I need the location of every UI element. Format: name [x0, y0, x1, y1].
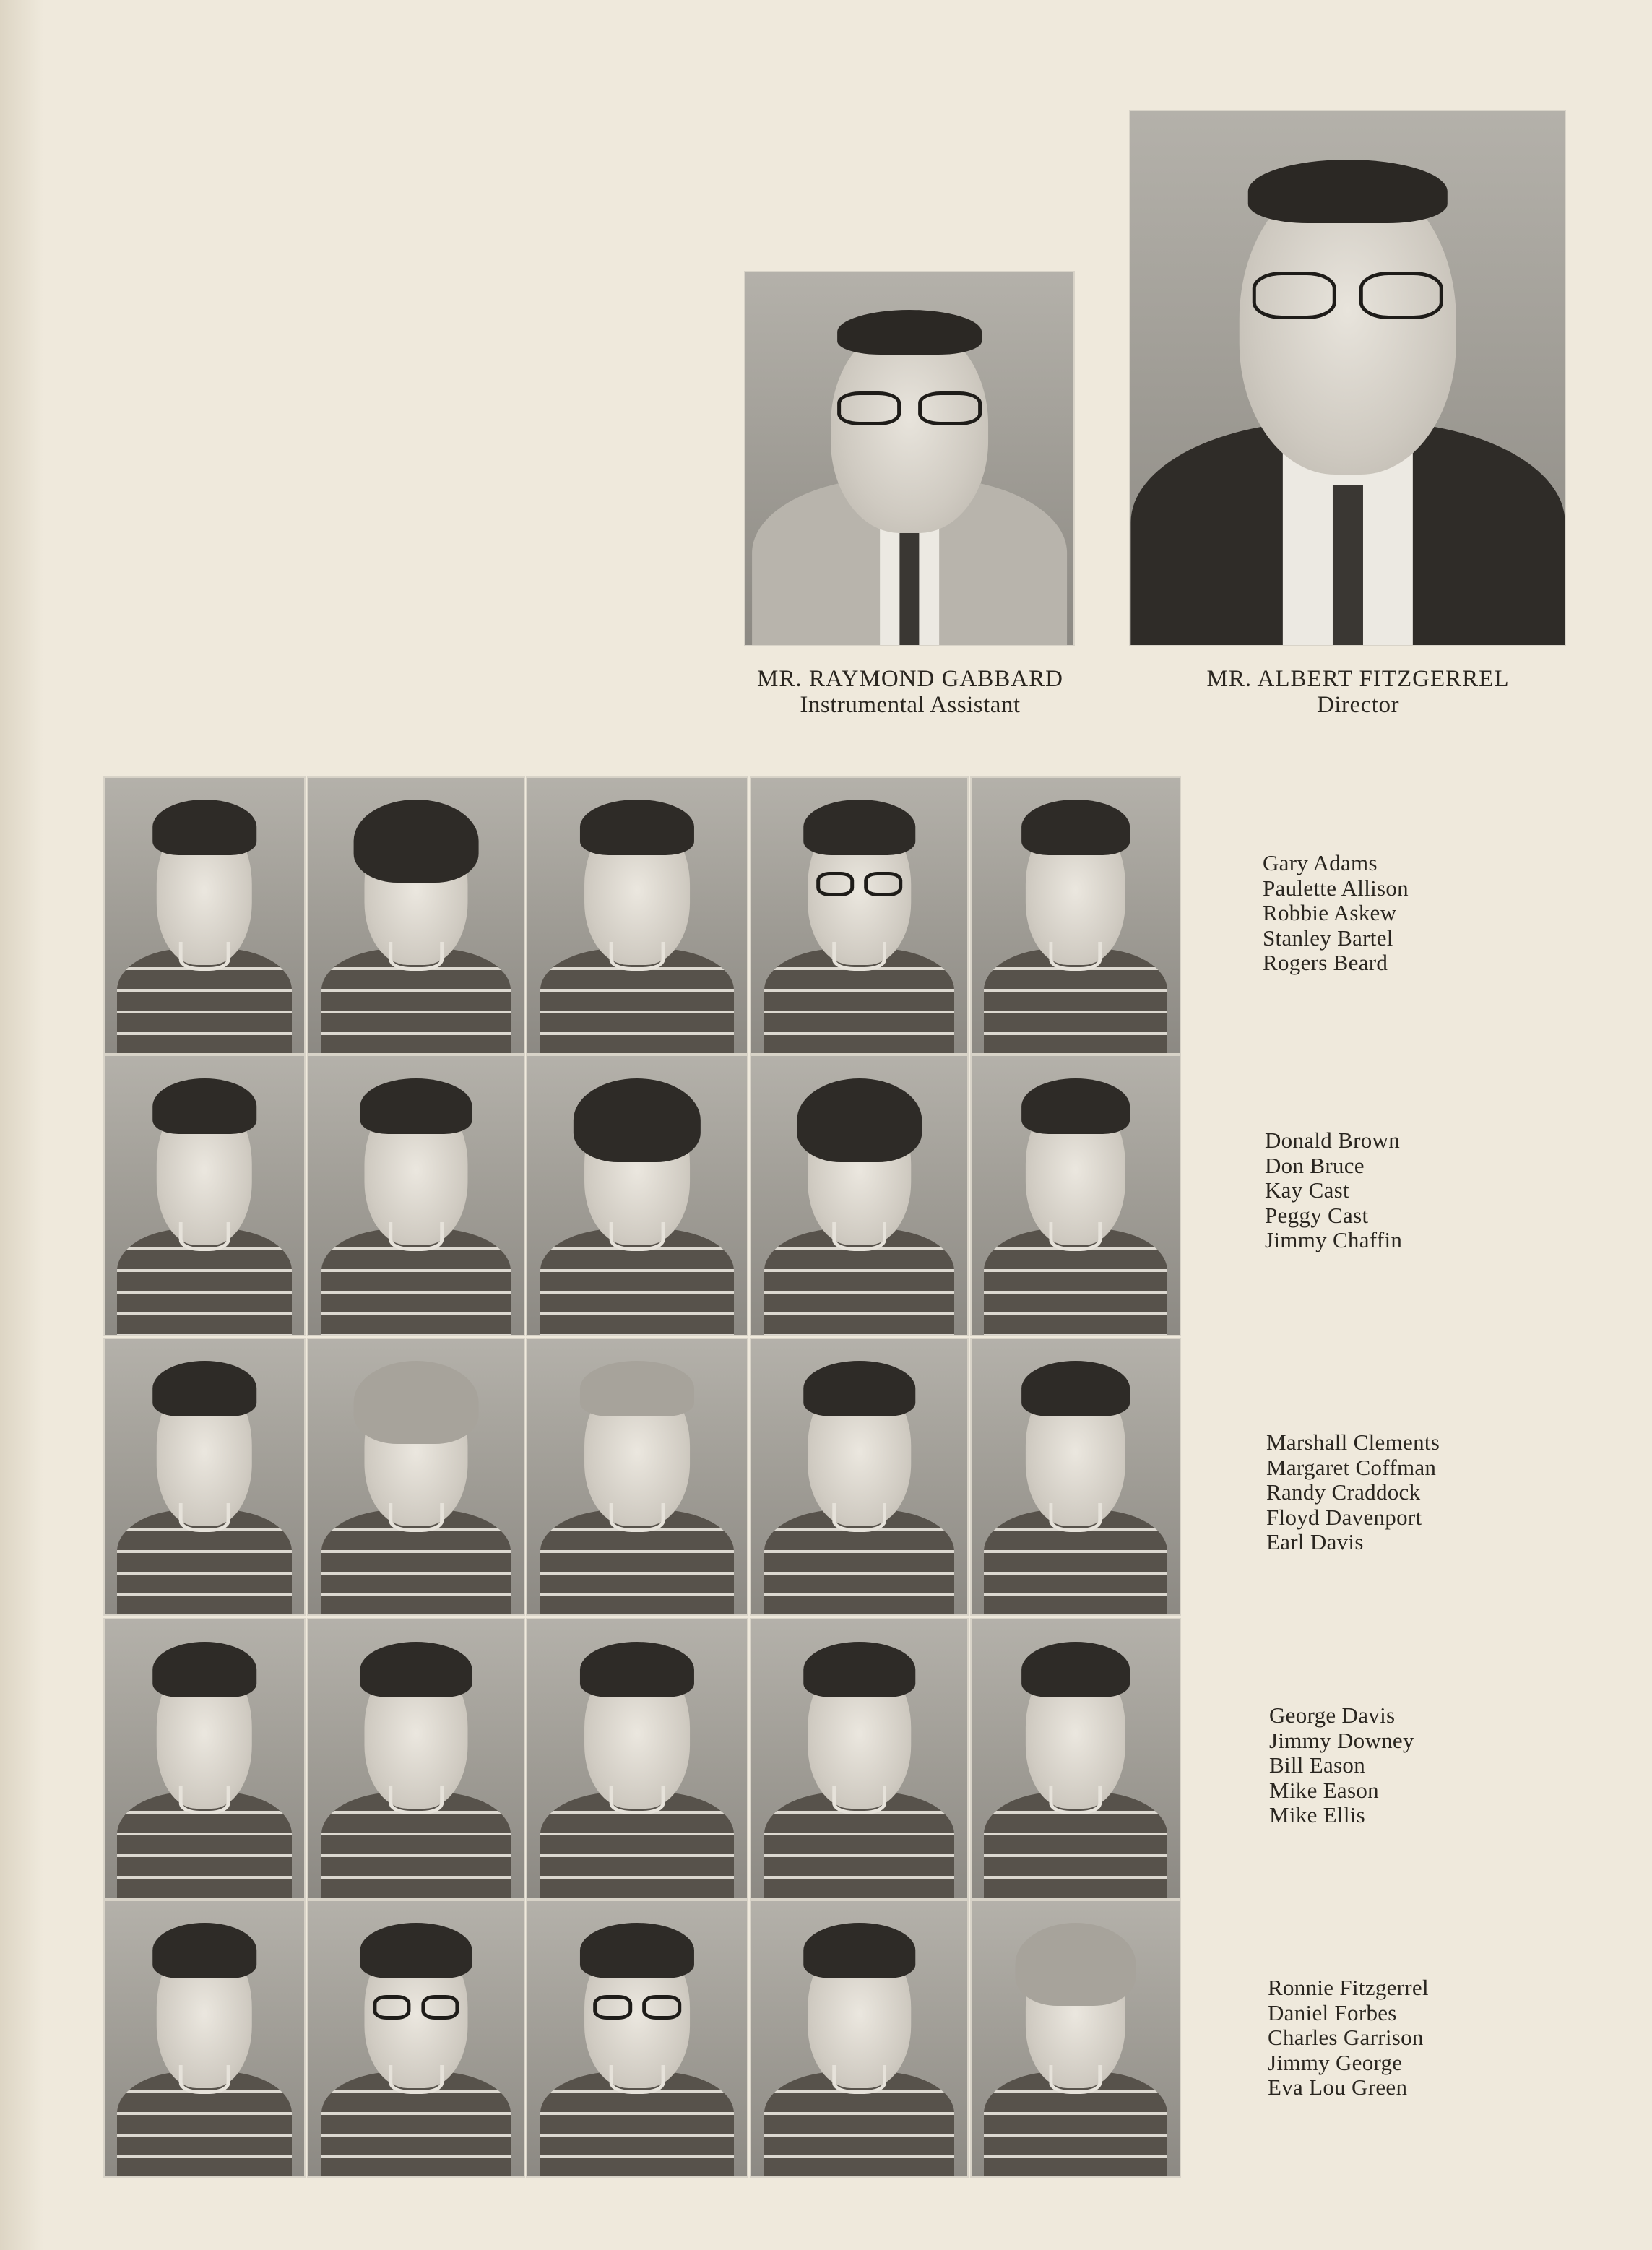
student-name: Randy Craddock: [1266, 1479, 1421, 1505]
student-portrait: [307, 1618, 525, 1900]
student-portrait: [750, 1900, 969, 2178]
student-name: Donald Brown: [1265, 1128, 1400, 1153]
student-name: Robbie Askew: [1263, 900, 1397, 925]
student-portrait: [307, 776, 525, 1055]
student-portrait: [970, 1055, 1181, 1336]
student-name: Ronnie Fitzgerrel: [1268, 1975, 1429, 2000]
student-portrait: [750, 776, 969, 1055]
student-portrait: [526, 1900, 748, 2178]
student-name: Floyd Davenport: [1266, 1504, 1422, 1530]
student-name: Jimmy Chaffin: [1265, 1227, 1403, 1252]
student-portrait: [526, 1338, 748, 1616]
portrait-albert-fitzgerrel: [1129, 110, 1566, 646]
student-name: Kay Cast: [1265, 1177, 1349, 1203]
student-name: Charles Garrison: [1268, 2025, 1424, 2050]
student-name: Bill Eason: [1269, 1752, 1366, 1778]
student-portrait: [970, 1338, 1181, 1616]
portrait-raymond-gabbard: [744, 271, 1075, 646]
student-portrait: [307, 1055, 525, 1336]
student-name: Mike Eason: [1269, 1777, 1379, 1803]
student-name: Margaret Coffman: [1266, 1454, 1437, 1480]
student-name: Eva Lou Green: [1268, 2074, 1408, 2100]
student-name: Jimmy George: [1268, 2049, 1403, 2075]
staff-name: MR. RAYMOND GABBARD: [757, 666, 1063, 692]
student-name: Mike Ellis: [1269, 1802, 1366, 1827]
student-portrait: [526, 776, 748, 1055]
student-portrait: [750, 1618, 969, 1900]
page-binding-shadow: [0, 0, 43, 2250]
names-row-3: [1266, 1430, 1440, 1555]
student-name: George Davis: [1269, 1702, 1396, 1728]
staff-role: Instrumental Assistant: [800, 692, 1021, 718]
student-name: Daniel Forbes: [1268, 1999, 1397, 2025]
student-name: Jimmy Downey: [1269, 1727, 1414, 1753]
student-portrait: [970, 1900, 1181, 2178]
student-name: Peggy Cast: [1265, 1202, 1369, 1228]
student-portrait: [750, 1338, 969, 1616]
student-portrait: [970, 776, 1181, 1055]
student-name: Rogers Beard: [1263, 950, 1388, 975]
student-name: Gary Adams: [1263, 850, 1378, 875]
student-name: Stanley Bartel: [1263, 925, 1393, 951]
student-portrait: [526, 1618, 748, 1900]
names-row-5: [1268, 1976, 1429, 2100]
staff-name: MR. ALBERT FITZGERREL: [1206, 666, 1510, 692]
student-portrait: [526, 1055, 748, 1336]
student-name: Don Bruce: [1265, 1152, 1365, 1178]
student-portrait: [307, 1900, 525, 2178]
caption-raymond-gabbard: [715, 666, 1105, 718]
student-portrait: [970, 1618, 1181, 1900]
names-row-1: [1263, 851, 1409, 976]
student-name: Earl Davis: [1266, 1529, 1364, 1554]
student-portrait: [307, 1338, 525, 1616]
student-name: Marshall Clements: [1266, 1429, 1440, 1455]
student-name: Paulette Allison: [1263, 875, 1409, 901]
student-portrait: [750, 1055, 969, 1336]
student-portrait: [103, 1618, 306, 1900]
student-portrait: [103, 1338, 306, 1616]
names-row-4: [1269, 1703, 1414, 1828]
caption-albert-fitzgerrel: [1156, 666, 1560, 718]
staff-role: Director: [1317, 692, 1399, 718]
student-portrait: [103, 1900, 306, 2178]
names-row-2: [1265, 1128, 1402, 1253]
student-portrait: [103, 1055, 306, 1336]
student-portrait: [103, 776, 306, 1055]
